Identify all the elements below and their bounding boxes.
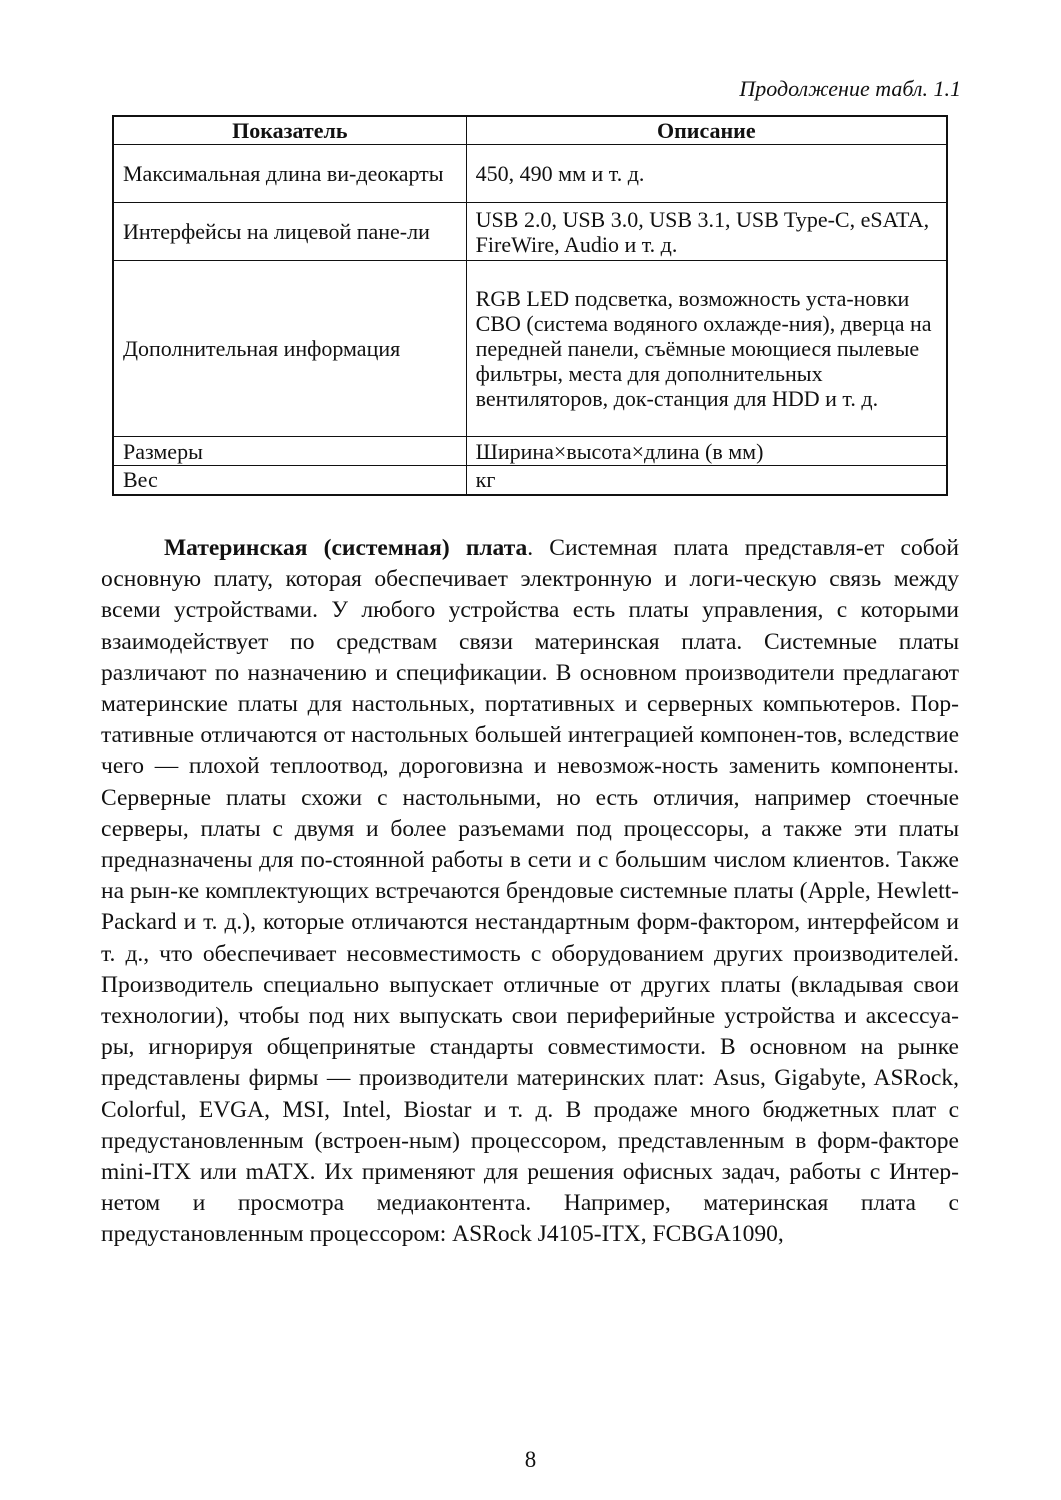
page-number: 8 — [524, 1447, 537, 1472]
cell-description: Ширина×высота×длина (в мм) — [466, 437, 947, 466]
cell-description: RGB LED подсветка, возможность уста-новки СВО (система водяного охлажде-ния), дверца на передней панели, съёмные моющиеся пылевые фильтры, места для дополнительных вентиляторов, док-станция для HDD и т. д. — [466, 261, 947, 437]
cell-description: кг — [466, 466, 947, 495]
cell-description: USB 2.0, USB 3.0, USB 3.1, USB Type-C, eSATA, FireWire, Audio и т. д. — [466, 203, 947, 261]
table-row — [113, 437, 947, 466]
table-continuation-caption: Продолжение табл. 1.1 — [739, 76, 961, 101]
section-text: . Системная плата представля-ет собой основную плату, которая обеспечивает электронную и логи-ческую связь между всеми устройствами. У любого устройства есть платы управления, с которыми взаимодействует по средствам связи материнская плата. Системные платы различают по назначению и спецификации. В основном производители предлагают материнские платы для настольных, портативных и серверных компьютеров. Пор-тативные отличаются от настольных большей интеграцией компонен-тов, вследствие чего — плохой теплоотвод, дороговизна и невозмож-ность заменить компоненты. Серверные платы схожи с настольными, но есть отличия, например стоечные серверы, платы с двумя и более разъемами под процессоры, а также эти платы предназначены для по-стоянной работы в сети и с большим числом клиентов. Также на рын-ке комплектующих встречаются брендовые системные платы (Apple, Hewlett-Packard и т. д.), которые отличаются нестандартным форм-фактором, интерфейсом и т. д., что обеспечивает несовместимость с оборудованием других производителей. Производитель специально выпускает отличные от других платы (вкладывая свои технологии), чтобы под них выпускать свои периферийные устройства и аксессуа-ры, игнорируя общепринятые стандарты совместимости. В основном на рынке представлены фирмы — производители материнских плат: Asus, Gigabyte, ASRock, Colorful, EVGA, MSI, Intel, Biostar и т. д. В продаже много бюджетных плат с предустановленным (встроен-ным) процессором, представленным в форм-факторе mini-ITX или mATX. Их применяют для решения офисных задач, работы с Интер-нетом и просмотра медиаконтента. Например, материнская плата с предустановленным процессором: ASRock J4105-ITX, FCBGA1090, — [101, 535, 959, 1248]
cell-indicator: Размеры — [113, 437, 466, 466]
cell-indicator: Интерфейсы на лицевой пане-ли — [113, 203, 466, 261]
motherboard-paragraph — [101, 533, 959, 1251]
section-heading: Материнская (системная) плата — [164, 535, 528, 561]
cell-description: 450, 490 мм и т. д. — [466, 145, 947, 203]
column-header-description: Описание — [466, 116, 947, 145]
column-header-indicator: Показатель — [113, 116, 466, 145]
table-row — [113, 145, 947, 203]
cell-indicator: Дополнительная информация — [113, 261, 466, 437]
table-row — [113, 466, 947, 495]
cell-indicator: Вес — [113, 466, 466, 495]
cell-indicator: Максимальная длина ви-деокарты — [113, 145, 466, 203]
table-header-row — [113, 116, 947, 145]
table-row — [113, 261, 947, 437]
table-row — [113, 203, 947, 261]
specification-table — [112, 115, 948, 496]
